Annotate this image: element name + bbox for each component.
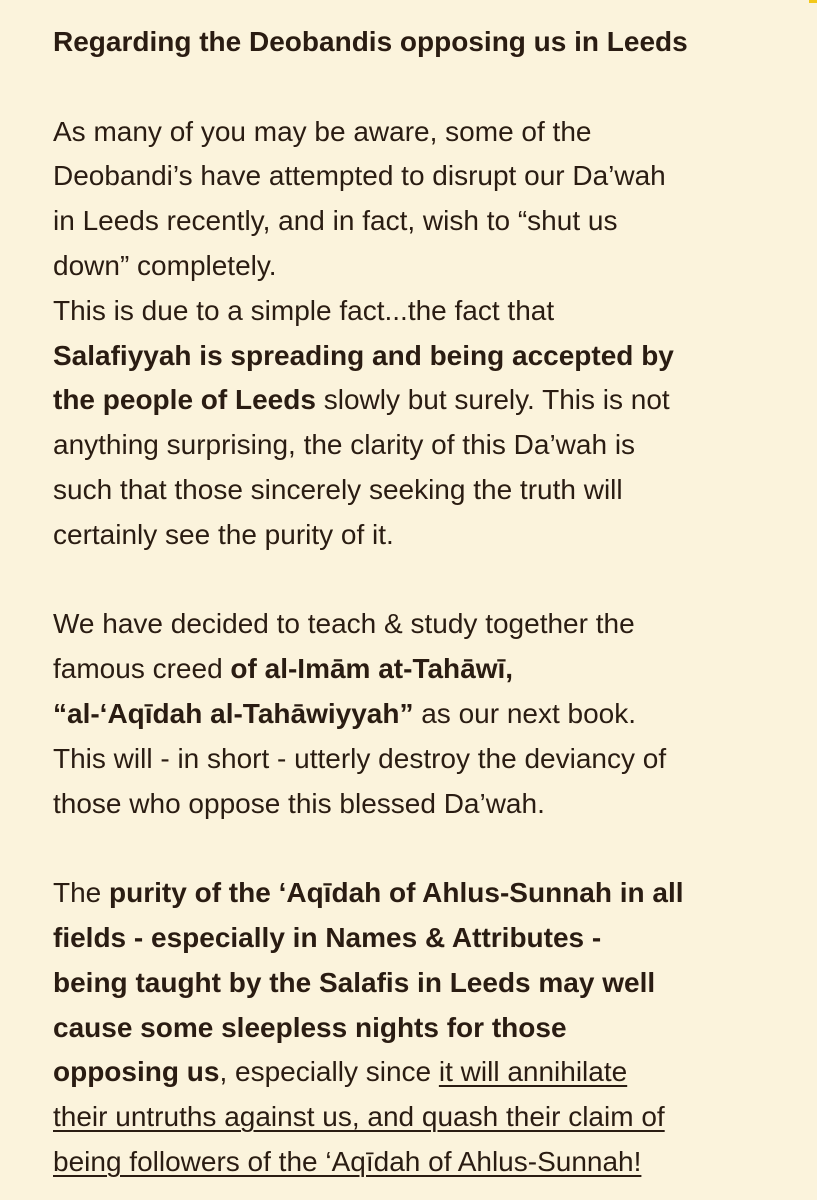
text-line	[53, 692, 773, 737]
text-run: slowly but surely. This is not	[315, 384, 670, 416]
paragraph-1	[53, 110, 773, 289]
text-run: , especially since	[219, 1056, 439, 1088]
corner-accent	[809, 0, 817, 3]
article-title: Regarding the Deobandis opposing us in Leeds	[53, 26, 688, 57]
text-line	[53, 1140, 773, 1185]
text-line	[53, 961, 773, 1006]
article	[53, 20, 773, 1185]
paragraph-2	[53, 289, 773, 558]
text-line	[53, 1006, 773, 1051]
underlined-text: it will annihilate	[438, 1056, 628, 1088]
paragraph-3	[53, 602, 773, 826]
bold-text: fields - especially in Names & Attributes -	[53, 921, 602, 953]
bold-text: opposing us	[53, 1056, 220, 1088]
text-line	[53, 1050, 773, 1095]
text-run: famous creed	[53, 653, 231, 685]
text-line: certainly see the purity of it.	[53, 518, 394, 550]
text-line	[53, 334, 773, 379]
bold-text: of al-Imām at-Tahāwī,	[230, 653, 514, 685]
text-line: in Leeds recently, and in fact, wish to “shut us	[53, 205, 618, 237]
paragraph-spacer	[53, 558, 773, 603]
text-line: We have decided to teach & study together the	[53, 608, 635, 640]
text-run: The	[53, 877, 110, 909]
text-line: down” completely.	[53, 249, 277, 281]
text-line: This will - in short - utterly destroy the deviancy of	[53, 742, 667, 774]
text-line	[53, 647, 773, 692]
bold-text: being taught by the Salafis in Leeds may well	[53, 966, 656, 998]
bold-text: cause some sleepless nights for those	[53, 1011, 567, 1043]
bold-text: “al-‘Aqīdah al-Tahāwiyyah”	[53, 697, 414, 729]
text-line: such that those sincerely seeking the truth will	[53, 473, 623, 505]
bold-text: the people of Leeds	[53, 384, 316, 416]
text-line	[53, 378, 773, 423]
paragraph-spacer	[53, 826, 773, 871]
text-line	[53, 916, 773, 961]
text-line: As many of you may be aware, some of the	[53, 115, 592, 147]
text-line	[53, 871, 773, 916]
underlined-text: their untruths against us, and quash their claim of	[53, 1101, 665, 1133]
text-line: those who oppose this blessed Da’wah.	[53, 787, 545, 819]
bold-text: Salafiyyah is spreading and being accepted by	[53, 339, 674, 371]
text-line: Deobandi’s have attempted to disrupt our Da’wah	[53, 160, 666, 192]
text-line: anything surprising, the clarity of this Da’wah is	[53, 429, 636, 461]
underlined-text: being followers of the ‘Aqīdah of Ahlus-Sunnah!	[53, 1145, 642, 1177]
bold-text: purity of the ‘Aqīdah of Ahlus-Sunnah in all	[109, 877, 684, 909]
paragraph-spacer	[53, 65, 773, 110]
text-run: as our next book.	[413, 697, 637, 729]
text-line: This is due to a simple fact...the fact that	[53, 294, 555, 326]
paragraph-4	[53, 871, 773, 1185]
text-line	[53, 1095, 773, 1140]
